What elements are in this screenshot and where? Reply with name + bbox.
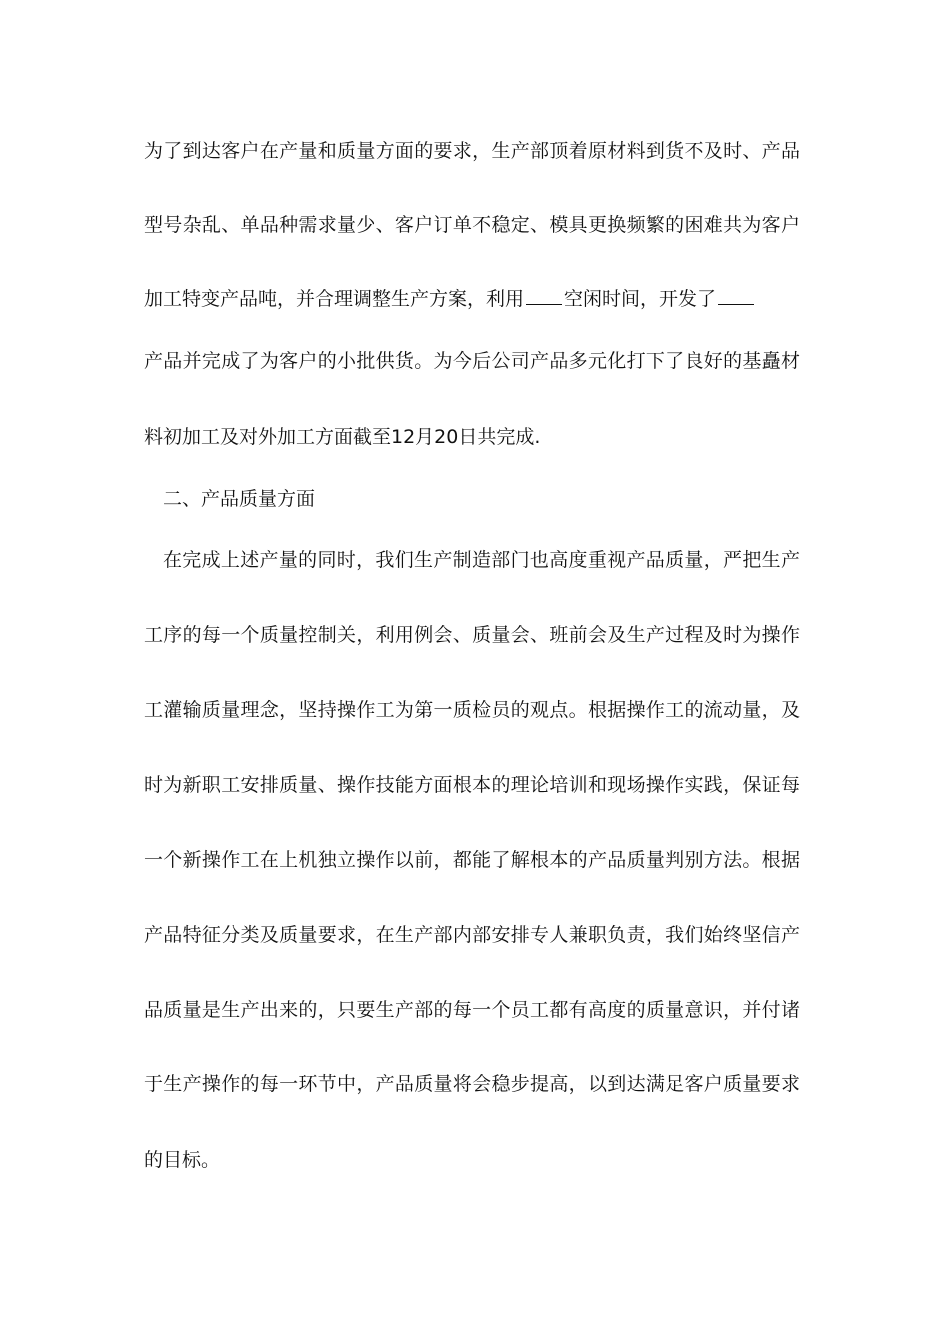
paragraph-line: 型号杂乱、单品种需求量少、客户订单不稳定、模具更换频繁的困难共为客户 [144,214,800,236]
paragraph-line: 料初加工及对外加工方面截至12月20日共完成. [144,426,541,448]
paragraph-line: 于生产操作的每一环节中，产品质量将会稳步提高，以到达满足客户质量要求 [144,1073,800,1095]
paragraph-line: 品质量是生产出来的，只要生产部的每一个员工都有高度的质量意识，并付诸 [144,999,800,1021]
fill-blank [526,288,562,305]
paragraph-line: 一个新操作工在上机独立操作以前，都能了解根本的产品质量判别方法。根据 [144,849,800,871]
line-segment: 加工特变产品吨，并合理调整生产方案，利用 [144,288,525,310]
line-segment: 空闲时间，开发了 [564,288,717,310]
section-heading: 二、产品质量方面 [163,488,316,510]
paragraph-line: 产品并完成了为客户的小批供货。为今后公司产品多元化打下了良好的基矗材 [144,350,800,372]
paragraph-line: 为了到达客户在产量和质量方面的要求，生产部顶着原材料到货不及时、产品 [144,140,800,162]
paragraph-line: 在完成上述产量的同时，我们生产制造部门也高度重视产品质量，严把生产 [163,549,800,571]
paragraph-line: 工序的每一个质量控制关，利用例会、质量会、班前会及生产过程及时为操作 [144,624,800,646]
paragraph-line: 产品特征分类及质量要求，在生产部内部安排专人兼职负责，我们始终坚信产 [144,924,800,946]
paragraph-line: 时为新职工安排质量、操作技能方面根本的理论培训和现场操作实践，保证每 [144,774,800,796]
fill-blank [718,288,754,305]
paragraph-line-with-blanks [144,287,800,311]
paragraph-line: 工灌输质量理念，坚持操作工为第一质检员的观点。根据操作工的流动量，及 [144,699,800,721]
paragraph-line: 的目标。 [144,1149,221,1171]
